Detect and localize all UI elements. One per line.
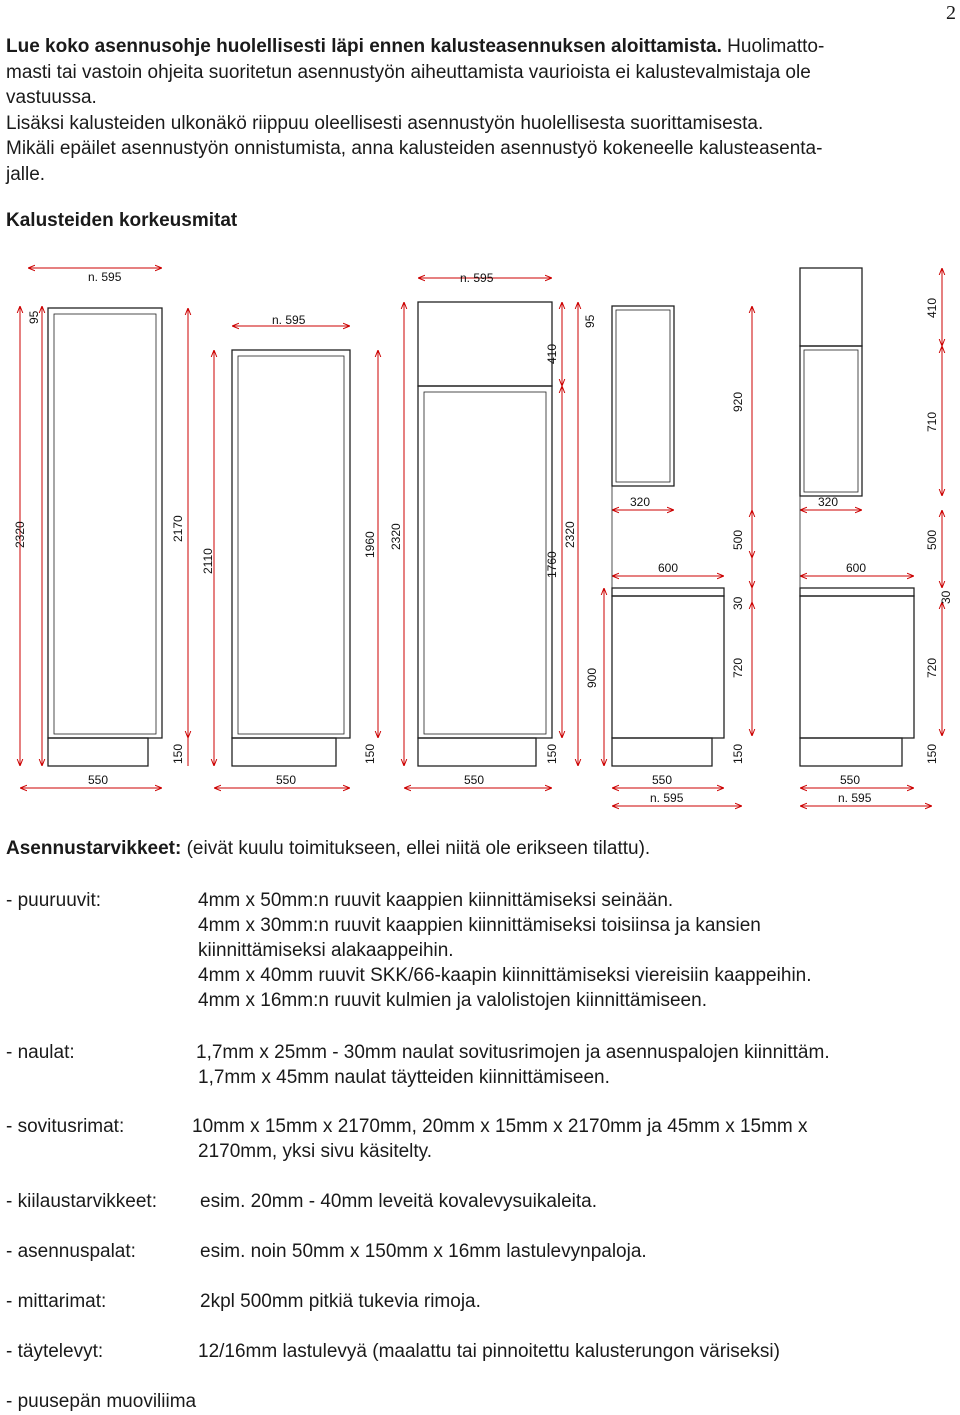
dim-cab4-top: 95	[583, 314, 597, 328]
supplies-title: Asennustarvikkeet:	[6, 838, 182, 859]
heights-title: Kalusteiden korkeusmitat	[6, 210, 238, 231]
supply-line: 4mm x 30mm:n ruuvit kaappien kiinnittämiseksi toisiinsa ja kansien	[198, 915, 761, 936]
supply-label: - puusepän muoviliima	[6, 1391, 197, 1412]
supply-line: 2kpl 500mm pitkiä tukevia rimoja.	[200, 1291, 481, 1312]
dim-cab3-total: 2320	[389, 523, 403, 550]
supply-label: - sovitusrimat:	[6, 1116, 125, 1137]
dim-cab5-gap: 500	[925, 529, 939, 550]
intro-line-1-rest: Huolimatto-	[721, 36, 825, 57]
supply-label: - kiilaustarvikkeet:	[6, 1191, 157, 1212]
dim-cab3-upper: 410	[545, 343, 559, 364]
dim-cab2-total: 2110	[201, 548, 215, 574]
dim-cab4-depth: 550	[652, 773, 673, 787]
dim-cab1-plinth: 150	[171, 743, 185, 764]
dim-cab5-upper1: 410	[925, 297, 939, 318]
supply-label: - puuruuvit:	[6, 890, 102, 911]
supply-label: - asennuspalat:	[6, 1241, 136, 1262]
dim-cab4-worktop: 30	[731, 596, 745, 610]
dim-cab4-base-width: 600	[658, 561, 679, 575]
intro-line-5: Mikäli epäilet asennustyön onnistumista, anna kalusteiden asennustyö kokeneelle kalusteasenta-	[6, 138, 823, 159]
intro-line-3: vastuussa.	[6, 87, 97, 108]
intro-line-2: masti tai vastoin ohjeita suoritetun asennustyön aiheuttamista vaurioista ei kalustevalmistaja ole	[6, 61, 811, 83]
supply-line: 10mm x 15mm x 2170mm, 20mm x 15mm x 2170mm ja 45mm x 15mm x	[192, 1116, 808, 1137]
supply-label: - naulat:	[6, 1042, 75, 1063]
supply-line: 1,7mm x 25mm - 30mm naulat sovitusrimojen ja asennuspalojen kiinnittäm.	[196, 1042, 830, 1063]
dim-cab1-body: 2170	[171, 515, 185, 542]
dim-cab4-gap: 500	[731, 529, 745, 550]
intro-bold-lead: Lue koko asennusohje huolellisesti läpi ennen kalusteasennuksen aloittamista.	[6, 36, 722, 57]
dim-cab2-body: 1960	[363, 531, 377, 558]
supply-line: kiinnittämiseksi alakaappeihin.	[198, 940, 454, 961]
supplies-note: (eivät kuulu toimitukseen, ellei niitä ole erikseen tilattu).	[181, 838, 651, 859]
dim-cab5-base: 720	[925, 657, 939, 678]
dim-cab4-upper-depth: 320	[630, 495, 651, 509]
supply-line: 1,7mm x 45mm naulat täytteiden kiinnittämiseen.	[198, 1067, 610, 1088]
supplies-heading	[6, 838, 650, 860]
intro-line-4: Lisäksi kalusteiden ulkonäkö riippuu oleellisesti asennustyön huolellisesta suorittamisesta.	[6, 112, 764, 134]
intro-line-1	[6, 34, 936, 60]
dim-cab5-upper-depth: 320	[818, 495, 839, 509]
dim-cab5-plinth: 150	[925, 743, 939, 764]
supply-line: esim. 20mm - 40mm leveitä kovalevysuikaleita.	[200, 1191, 598, 1212]
dim-cab5-width-total: n. 595	[838, 791, 872, 805]
dim-cab3-plinth: 150	[545, 743, 559, 764]
dim-cab4-plinth: 150	[731, 743, 745, 764]
dim-cab1-total: 2320	[13, 521, 27, 548]
dimension-lines	[20, 268, 942, 806]
supply-label: - täytelevyt:	[6, 1341, 104, 1362]
dim-cab4-upper: 920	[731, 391, 745, 412]
dim-cab2-depth: 550	[276, 773, 297, 787]
supply-label: - mittarimat:	[6, 1291, 107, 1312]
intro-line-6: jalle.	[6, 163, 46, 185]
intro-text	[6, 34, 936, 187]
supply-line: 4mm x 16mm:n ruuvit kulmien ja valolistojen kiinnittämiseen.	[198, 990, 707, 1011]
dim-cab5-upper2: 710	[925, 411, 939, 432]
dim-cab1-depth: 550	[88, 773, 109, 787]
dim-cab1-width: n. 595	[88, 270, 122, 284]
dim-cab3-total2: 2320	[563, 521, 577, 548]
dim-cab5-worktop: 30	[939, 590, 953, 604]
dim-cab2-width: n. 595	[272, 313, 306, 327]
dim-cab5-depth: 550	[840, 773, 861, 787]
dim-cab3-width: n. 595	[460, 271, 494, 285]
dim-cab3-depth: 550	[464, 773, 485, 787]
dim-cab5-base-width: 600	[846, 561, 867, 575]
supply-line: 4mm x 50mm:n ruuvit kaappien kiinnittämiseksi seinään.	[198, 890, 674, 911]
cabinet-height-drawing	[0, 258, 960, 818]
supply-line: 12/16mm lastulevyä (maalattu tai pinnoitettu kalusterungon väriseksi)	[198, 1341, 780, 1362]
supply-line: esim. noin 50mm x 150mm x 16mm lastulevynpaloja.	[200, 1241, 647, 1262]
dim-cab1-top: 95	[27, 310, 41, 324]
supply-line: 4mm x 40mm ruuvit SKK/66-kaapin kiinnittämiseksi viereisiin kaappeihin.	[198, 965, 812, 986]
dim-cab4-base: 720	[731, 657, 745, 678]
dim-cab4-base-total: 900	[585, 667, 599, 688]
page-number: 2	[946, 2, 956, 24]
dim-cab3-body: 1760	[545, 551, 559, 578]
supply-line: 2170mm, yksi sivu käsitelty.	[198, 1141, 433, 1162]
dim-cab4-width-total: n. 595	[650, 791, 684, 805]
dim-cab2-plinth: 150	[363, 743, 377, 764]
